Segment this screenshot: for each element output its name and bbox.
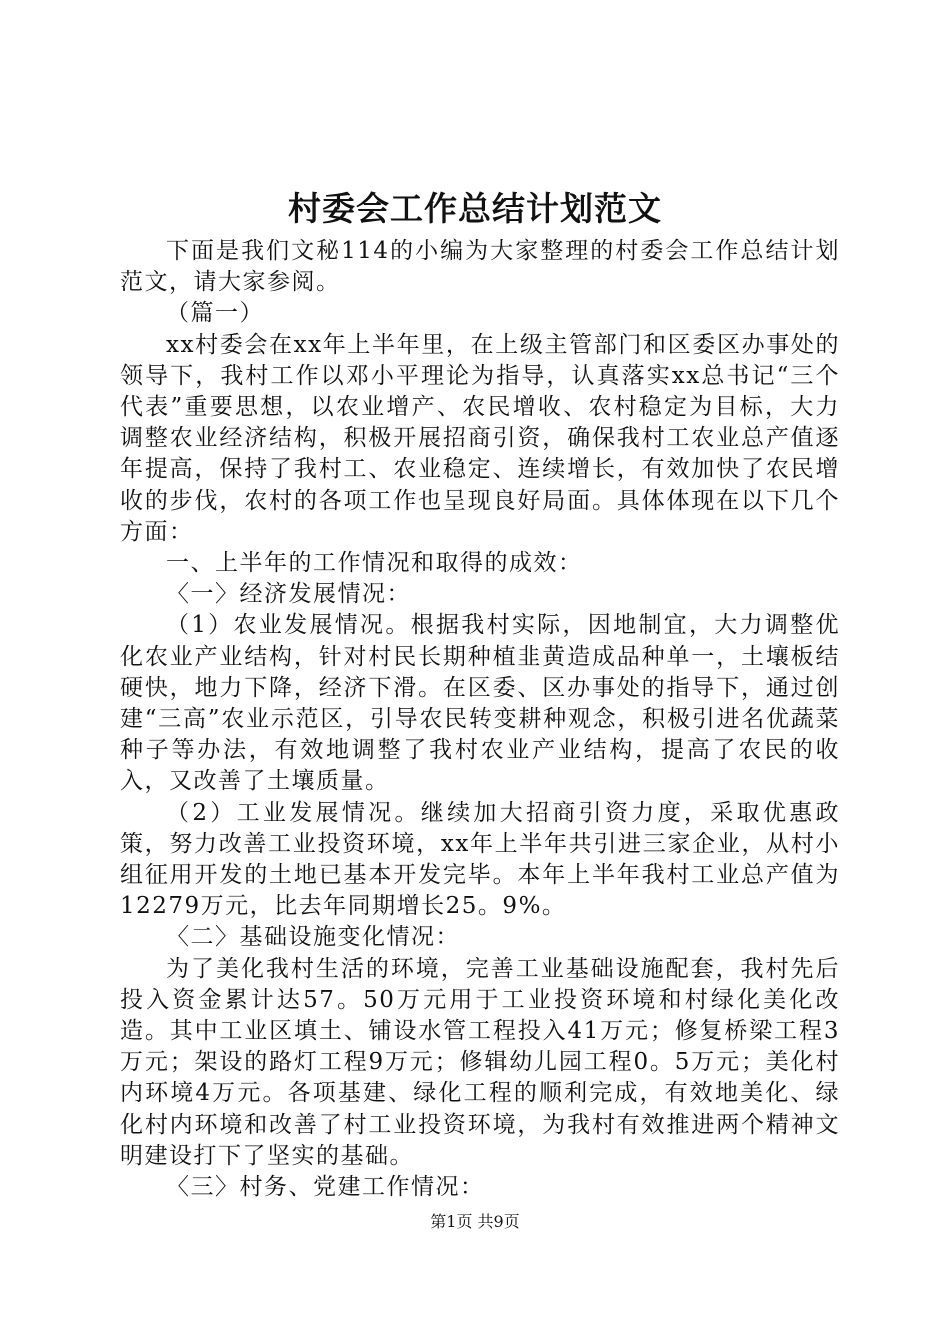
page-footer: 第1页 共9页: [430, 1212, 520, 1231]
body-paragraph: 下面是我们文秘114的小编为大家整理的村委会工作总结计划范文，请大家参阅。: [120, 238, 840, 296]
document-title: 村委会工作总结计划范文: [288, 189, 662, 228]
body-paragraph: 为了美化我村生活的环境，完善工业基础设施配套，我村先后投入资金累计达57。50万元用于工业投资环境和村绿化美化改造。其中工业区填土、铺设水管工程投入41万元；修复桥梁工程3万元；架设的路灯工程9万元；修辑幼儿园工程0。5万元；美化村内环境4万元。各项基建、绿化工程的顺利完成，有效地美化、绿化村内环境和改善了村工业投资环境，为我村有效推进两个精神文明建设打下了坚实的基础。: [120, 955, 840, 1169]
body-paragraph: 〈一〉经济发展情况：: [166, 581, 411, 608]
body-paragraph: （1）农业发展情况。根据我村实际，因地制宜，大力调整优化农业产业结构，针对村民长期种植韭黄造成品种单一，土壤板结硬快，地力下降，经济下滑。在区委、区办事处的指导下，通过创建“三高”农业示范区，引导农民转变耕种观念，积极引进名优蔬菜种子等办法，有效地调整了我村农业产业结构，提高了农民的收入，又改善了土壤质量。: [120, 612, 840, 795]
body-paragraph: 〈二〉基础设施变化情况：: [166, 924, 460, 951]
body-paragraph: 一、上半年的工作情况和取得的成效：: [166, 550, 583, 577]
body-paragraph: （2）工业发展情况。继续加大招商引资力度，采取优惠政策，努力改善工业投资环境，xx年上半年共引进三家企业，从村小组征用开发的土地已基本开发完毕。本年上半年我村工业总产值为12279万元，比去年同期增长25。9%。: [120, 799, 840, 920]
document-body: [120, 236, 840, 1203]
body-paragraph: xx村委会在xx年上半年里，在上级主管部门和区委区办事处的领导下，我村工作以邓小平理论为指导，认真落实xx总书记“三个代表”重要思想，以农业增产、农民增收、农村稳定为目标，大力调整农业经济结构，积极开展招商引资，确保我村工农业总产值逐年提高，保持了我村工、农业稳定、连续增长，有效加快了农民增收的步伐，农村的各项工作也呈现良好局面。具体体现在以下几个方面：: [120, 331, 840, 545]
body-paragraph: （篇一）: [166, 300, 264, 327]
body-paragraph: 〈三〉村务、党建工作情况：: [166, 1174, 485, 1201]
